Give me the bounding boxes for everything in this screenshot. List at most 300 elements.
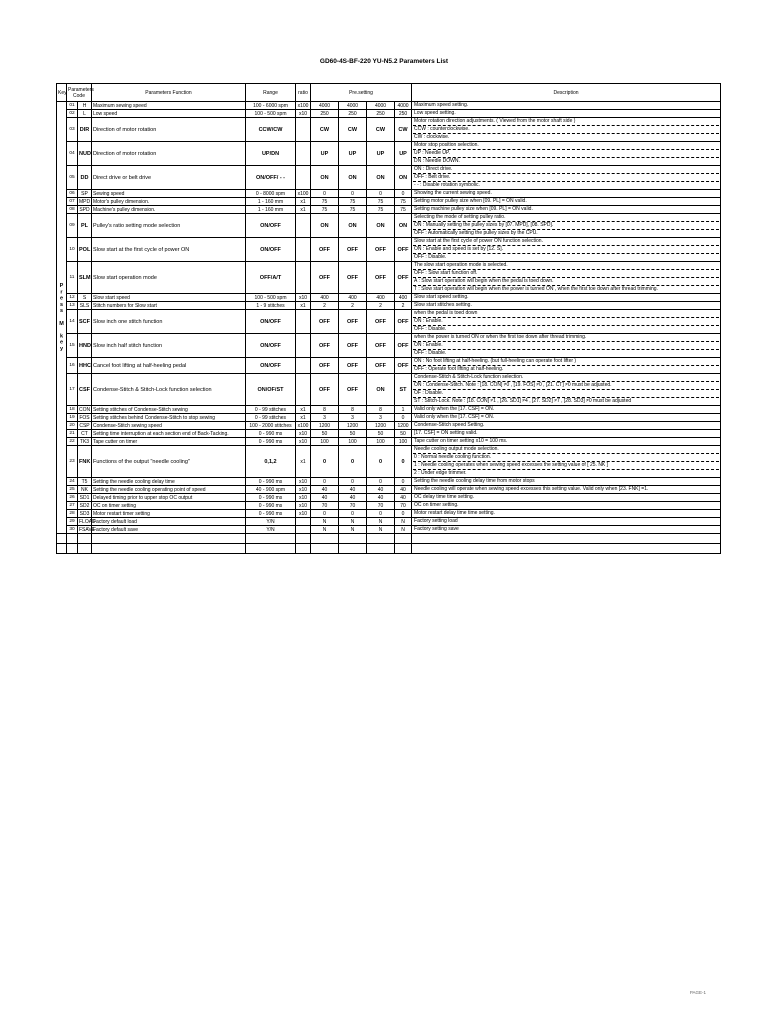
preset-value: ST xyxy=(395,374,412,406)
param-description xyxy=(412,166,721,190)
param-description xyxy=(412,502,721,510)
param-ratio xyxy=(296,374,311,406)
param-number: 12 xyxy=(67,294,78,302)
preset-value: 8 xyxy=(339,406,367,414)
param-code: NK xyxy=(78,486,92,494)
table-row xyxy=(57,358,721,374)
empty-cell xyxy=(367,544,395,554)
table-row xyxy=(57,142,721,166)
table-row xyxy=(57,478,721,486)
preset-value: 1200 xyxy=(311,422,339,430)
preset-value: ON xyxy=(367,166,395,190)
preset-value: ON xyxy=(367,214,395,238)
param-code: DIR xyxy=(78,118,92,142)
param-range: ON/OFF xyxy=(246,334,296,358)
param-description xyxy=(412,238,721,262)
preset-value: 50 xyxy=(311,430,339,438)
preset-value: 1200 xyxy=(339,422,367,430)
preset-value: 75 xyxy=(367,198,395,206)
param-number: 01 xyxy=(67,102,78,110)
description-line: OC delay time time setting. xyxy=(414,494,475,500)
preset-value: ON xyxy=(311,214,339,238)
description-line: Valid only when the [17. CSF] = ON. xyxy=(414,406,495,412)
param-code: CT xyxy=(78,430,92,438)
description-line: UP : Needle UP. xyxy=(413,150,719,158)
param-number: 08 xyxy=(67,206,78,214)
preset-value: 40 xyxy=(339,494,367,502)
preset-value: 0 xyxy=(339,478,367,486)
param-description xyxy=(412,190,721,198)
preset-value: 1200 xyxy=(395,422,412,430)
param-description xyxy=(412,422,721,430)
param-code: FLOAD xyxy=(79,518,96,525)
preset-value: 40 xyxy=(367,494,395,502)
param-ratio: x1 xyxy=(296,406,311,414)
param-ratio xyxy=(296,238,311,262)
param-number: 10 xyxy=(67,238,78,262)
preset-value: 40 xyxy=(311,494,339,502)
param-range: Y/N xyxy=(246,518,296,526)
preset-value: 40 xyxy=(339,486,367,494)
preset-value: 40 xyxy=(311,486,339,494)
description-line: OFF : Belt drive. xyxy=(413,174,719,182)
param-description xyxy=(412,214,721,238)
param-number: 05 xyxy=(67,166,78,190)
preset-value: 0 xyxy=(395,414,412,422)
param-code: TK3 xyxy=(78,438,92,446)
param-code: NUD xyxy=(78,142,92,166)
table-row xyxy=(57,502,721,510)
preset-value: 400 xyxy=(339,294,367,302)
param-range: 100 - 2000 stitches xyxy=(246,422,296,430)
preset-value: 75 xyxy=(395,198,412,206)
description-line: DN : Needle DOWN. xyxy=(414,158,460,164)
preset-value: 75 xyxy=(311,206,339,214)
preset-value: 3 xyxy=(367,414,395,422)
table-row xyxy=(57,438,721,446)
preset-value: 50 xyxy=(367,430,395,438)
preset-value: 250 xyxy=(311,110,339,118)
empty-row xyxy=(57,544,721,554)
param-function: Factory default load xyxy=(92,518,246,526)
preset-value: OFF xyxy=(367,262,395,294)
param-function: Sewing speed xyxy=(92,190,246,198)
table-row xyxy=(57,430,721,438)
empty-cell xyxy=(296,534,311,544)
param-number: 20 xyxy=(67,422,78,430)
param-range: 1 - 160 mm xyxy=(246,198,296,206)
param-code: CSF xyxy=(78,374,92,406)
param-range: ON/OFF xyxy=(246,310,296,334)
param-code: SPD xyxy=(79,206,90,213)
param-number: 19 xyxy=(67,414,78,422)
empty-row xyxy=(57,534,721,544)
param-description xyxy=(412,446,721,478)
param-range: Y/N xyxy=(246,526,296,534)
header-code: Parameters Code xyxy=(67,84,92,102)
description-line: OFF : Disable. xyxy=(414,350,447,356)
param-range: CCW/CW xyxy=(246,118,296,142)
description-line: Motor restart delay time time setting. xyxy=(414,510,495,516)
param-code: CSP xyxy=(79,422,90,429)
preset-value: 100 xyxy=(339,438,367,446)
param-function: Pulley's ratio setting mode selection xyxy=(92,214,246,238)
preset-value: 0 xyxy=(311,190,339,198)
param-function: Setting the needle cooling operating point of speed xyxy=(92,486,246,494)
param-ratio xyxy=(296,262,311,294)
table-row xyxy=(57,102,721,110)
preset-value: OFF xyxy=(339,262,367,294)
param-range: UP/DN xyxy=(246,142,296,166)
preset-value: 0 xyxy=(367,478,395,486)
empty-cell xyxy=(57,534,67,544)
param-range: ON/OFF xyxy=(246,238,296,262)
preset-value: 4000 xyxy=(367,102,395,110)
param-code: S xyxy=(78,294,92,302)
param-ratio: x1 xyxy=(296,198,311,206)
param-function: Tape cutter on timer xyxy=(92,438,246,446)
description-line: OFF : Automatically setting the pulley sizes by the CPU. xyxy=(414,230,538,236)
param-ratio: x1 xyxy=(296,206,311,214)
preset-value: 0 xyxy=(395,478,412,486)
table-row xyxy=(57,198,721,206)
param-number: 25 xyxy=(67,486,78,494)
param-range: ON/OFF xyxy=(246,358,296,374)
preset-value: 400 xyxy=(367,294,395,302)
param-code: SLM xyxy=(78,262,92,294)
param-description xyxy=(412,406,721,414)
empty-cell xyxy=(311,534,339,544)
description-line: ON : Manually setting the pulley sizes by [07. MPD], [08. SPD]. xyxy=(413,222,719,230)
description-line: T : Slow start operation will begin when the power is turned ON , when the first toe down after thread trimming. xyxy=(414,286,658,292)
param-code: CON xyxy=(79,406,91,413)
param-function: Setting stitches behind Condense-Stitch to stop sewing xyxy=(92,414,246,422)
param-description xyxy=(412,518,721,526)
param-number: 04 xyxy=(67,142,78,166)
param-function: OC on timer setting xyxy=(92,502,246,510)
description-line: ON : Enable and speed is set by [12. S]. xyxy=(413,246,719,254)
description-line: ON : Condense-Stitch. Note : [18. CON] ≠0 , [19. FOS] ≠0 , [21. CT] ≠0 must be adjusted. xyxy=(413,382,719,390)
preset-value: ON xyxy=(339,214,367,238)
param-function: Slow inch half stitch function xyxy=(92,334,246,358)
param-number: 14 xyxy=(67,310,78,334)
param-number: 27 xyxy=(67,502,78,510)
param-code: MPD xyxy=(79,198,91,205)
param-range: 0 - 8000 spm xyxy=(246,190,296,198)
param-code: SP xyxy=(78,190,92,198)
table-row xyxy=(57,510,721,518)
preset-value: 8 xyxy=(311,406,339,414)
param-function: Functions of the output "needle cooling" xyxy=(92,446,246,478)
param-range: 0 - 990 ms xyxy=(246,438,296,446)
table-row xyxy=(57,518,721,526)
preset-value: CW xyxy=(339,118,367,142)
header-function: Parameters Function xyxy=(92,84,246,102)
table-row xyxy=(57,294,721,302)
param-range: 0 - 990 ms xyxy=(246,478,296,486)
param-code: SD3 xyxy=(78,510,92,518)
param-function: Setting stitches of Condense-Stitch sewing xyxy=(92,406,246,414)
description-line: - - : Disable rotation symbolic. xyxy=(414,182,480,188)
preset-value: N xyxy=(311,526,339,534)
param-range: 0 - 99 stitches xyxy=(246,406,296,414)
param-range: 100 - 6000 spm xyxy=(246,102,296,110)
param-ratio: x1 xyxy=(296,302,311,310)
param-ratio xyxy=(296,358,311,374)
description-line: OFF : Operate foot lifting at half-heeling. xyxy=(414,366,504,372)
param-ratio: x10 xyxy=(296,502,311,510)
description-line: OC on timer setting. xyxy=(414,502,459,508)
param-number: 06 xyxy=(67,190,78,198)
param-ratio xyxy=(296,526,311,534)
preset-value: 100 xyxy=(367,438,395,446)
preset-value: 4000 xyxy=(311,102,339,110)
param-code: HND xyxy=(78,334,92,358)
preset-value: 400 xyxy=(395,294,412,302)
param-range: ON/OFF xyxy=(246,214,296,238)
param-ratio: x10 xyxy=(296,438,311,446)
description-line: Condense-Stitch speed Setting. xyxy=(414,422,485,428)
preset-value: 1 xyxy=(395,406,412,414)
param-ratio: x10 xyxy=(296,110,311,118)
param-description xyxy=(412,526,721,534)
header-range: Range xyxy=(246,84,296,102)
table-row xyxy=(57,374,721,406)
table-row xyxy=(57,214,721,238)
description-line: Needle cooling will operate when sewing speed excesses this setting value. Valid only when [23. FNK] =1. xyxy=(414,486,649,492)
preset-value: 70 xyxy=(395,502,412,510)
preset-value: OFF xyxy=(311,358,339,374)
preset-value: OFF xyxy=(367,358,395,374)
description-line: Low speed setting. xyxy=(414,110,456,116)
param-range: 0 - 990 ms xyxy=(246,510,296,518)
preset-value: 50 xyxy=(339,430,367,438)
param-ratio: x1 xyxy=(296,414,311,422)
preset-value: OFF xyxy=(339,358,367,374)
preset-value: 0 xyxy=(311,478,339,486)
param-function: Motor's pulley dimension. xyxy=(92,198,246,206)
preset-value: 75 xyxy=(395,206,412,214)
param-range: 1 - 160 mm xyxy=(246,206,296,214)
preset-value: 50 xyxy=(395,430,412,438)
preset-value: OFF xyxy=(367,238,395,262)
preset-value: 400 xyxy=(311,294,339,302)
description-line: OFF : Disable. xyxy=(414,254,447,260)
preset-value: 40 xyxy=(395,494,412,502)
press-key-label: Press M key xyxy=(57,102,67,534)
param-description xyxy=(412,486,721,494)
header-key: Key xyxy=(57,84,67,102)
param-function: Motor restart timer setting xyxy=(92,510,246,518)
preset-value: N xyxy=(339,518,367,526)
preset-value: OFF xyxy=(395,334,412,358)
param-number: 22 xyxy=(67,438,78,446)
description-line: OF : Disable. xyxy=(413,390,719,398)
empty-cell xyxy=(78,534,92,544)
table-row xyxy=(57,190,721,198)
preset-value: 70 xyxy=(339,502,367,510)
empty-cell xyxy=(92,534,246,544)
param-range: 0 - 990 ms xyxy=(246,502,296,510)
preset-value: 70 xyxy=(367,502,395,510)
description-line: A : Slow start operation will begin when the pedal is toed down. xyxy=(413,278,719,286)
description-line: ON : Direct drive. xyxy=(413,166,719,174)
preset-value: 0 xyxy=(395,510,412,518)
preset-value: UP xyxy=(395,142,412,166)
description-line: Motor stop position selection. xyxy=(413,142,719,150)
preset-value: 250 xyxy=(367,110,395,118)
param-code: T5 xyxy=(78,478,92,486)
param-function: Stitch numbers for Slow start xyxy=(92,302,246,310)
param-ratio xyxy=(296,118,311,142)
page-footer: PAGE-1 xyxy=(689,990,706,995)
header-description: Description xyxy=(412,84,721,102)
preset-value: N xyxy=(395,518,412,526)
table-row xyxy=(57,238,721,262)
preset-value: OFF xyxy=(395,310,412,334)
preset-value: ON xyxy=(395,166,412,190)
table-row xyxy=(57,486,721,494)
description-line: Selecting the mode of setting pulley ratio. xyxy=(413,214,719,222)
preset-value: 75 xyxy=(339,206,367,214)
description-line: when the power is turned ON or when the first toe down after thread trimming. xyxy=(413,334,719,342)
param-range: ON/OFF/ - - xyxy=(246,166,296,190)
param-number: 13 xyxy=(67,302,78,310)
param-code: SD2 xyxy=(78,502,92,510)
preset-value: N xyxy=(395,526,412,534)
param-code: SD1 xyxy=(78,494,92,502)
param-function: Machine's pulley dimension. xyxy=(92,206,246,214)
description-line: OFF : Slow start function off. xyxy=(413,270,719,278)
param-ratio: x100 xyxy=(296,422,311,430)
preset-value: 70 xyxy=(311,502,339,510)
param-range: 100 - 500 spm xyxy=(246,110,296,118)
preset-value: N xyxy=(311,518,339,526)
parameters-table xyxy=(56,83,721,554)
preset-value: 8 xyxy=(367,406,395,414)
preset-value: 0 xyxy=(339,190,367,198)
table-row xyxy=(57,414,721,422)
preset-value: 0 xyxy=(339,446,367,478)
param-number: 30 xyxy=(67,526,78,534)
description-line: CW : clockwise. xyxy=(414,134,450,140)
preset-value: 0 xyxy=(367,510,395,518)
preset-value: OFF xyxy=(339,310,367,334)
header-ratio: ratio xyxy=(296,84,311,102)
param-description xyxy=(412,262,721,294)
preset-value: 1200 xyxy=(367,422,395,430)
preset-value: CW xyxy=(311,118,339,142)
preset-value: N xyxy=(367,518,395,526)
description-line: Condense-Stitch & Stitch-Lock function selection. xyxy=(413,374,719,382)
table-body xyxy=(57,102,721,554)
param-code: HHC xyxy=(78,358,92,374)
empty-cell xyxy=(339,544,367,554)
header-preset: Pre.setting xyxy=(311,84,412,102)
param-range: 0,1,2 xyxy=(246,446,296,478)
table-row xyxy=(57,206,721,214)
description-line: Slow start at the first cycle of power ON function selection. xyxy=(413,238,719,246)
empty-cell xyxy=(92,544,246,554)
preset-value: OFF xyxy=(339,238,367,262)
preset-value: OFF xyxy=(339,334,367,358)
param-description xyxy=(412,118,721,142)
param-code: SLS xyxy=(78,302,92,310)
preset-value: 75 xyxy=(311,198,339,206)
param-code: DD xyxy=(78,166,92,190)
param-range: 100 - 500 spm xyxy=(246,294,296,302)
description-line: The slow start operation mode is selected. xyxy=(413,262,719,270)
param-range: 1 - 9 stitches xyxy=(246,302,296,310)
param-function: Slow start speed xyxy=(92,294,246,302)
param-function: Low speed xyxy=(92,110,246,118)
preset-value: N xyxy=(367,526,395,534)
param-description xyxy=(412,334,721,358)
param-description xyxy=(412,374,721,406)
preset-value: 0 xyxy=(367,190,395,198)
preset-value: 3 xyxy=(339,414,367,422)
param-number: 23 xyxy=(67,446,78,478)
param-ratio xyxy=(296,334,311,358)
description-line: OFF : Disable. xyxy=(414,326,447,332)
param-function: Slow inch one stitch function xyxy=(92,310,246,334)
preset-value: OFF xyxy=(311,310,339,334)
description-line: Showing the current sewing speed. xyxy=(414,190,492,196)
param-function: Factory default save xyxy=(92,526,246,534)
description-line: ON : No foot lifting at half-heeling. (but full-heeling can operate foot lifter ) xyxy=(413,358,719,366)
param-code: H xyxy=(78,102,92,110)
empty-cell xyxy=(311,544,339,554)
param-number: 26 xyxy=(67,494,78,502)
description-line: Setting motor pulley size when [09. PL] = ON valid. xyxy=(414,198,527,204)
table-row xyxy=(57,494,721,502)
description-line: Setting the needle cooling delay time from motor stops xyxy=(414,478,535,484)
param-description xyxy=(412,310,721,334)
preset-value: 2 xyxy=(395,302,412,310)
param-ratio xyxy=(296,518,311,526)
preset-value: ON xyxy=(311,166,339,190)
param-description xyxy=(412,478,721,486)
param-description xyxy=(412,510,721,518)
param-description xyxy=(412,102,721,110)
table-row xyxy=(57,526,721,534)
preset-value: 250 xyxy=(395,110,412,118)
preset-value: OFF xyxy=(395,262,412,294)
description-line: Needle cooling output mode selection. xyxy=(413,446,719,454)
param-ratio xyxy=(296,166,311,190)
param-number: 09 xyxy=(67,214,78,238)
param-number: 16 xyxy=(67,358,78,374)
param-number: 17 xyxy=(67,374,78,406)
table-row xyxy=(57,310,721,334)
preset-value: 100 xyxy=(395,438,412,446)
param-description xyxy=(412,294,721,302)
preset-value: 40 xyxy=(395,486,412,494)
description-line: ON : Enable. xyxy=(413,342,719,350)
param-ratio: x10 xyxy=(296,478,311,486)
param-number: 28 xyxy=(67,510,78,518)
param-ratio: x100 xyxy=(296,190,311,198)
param-code: PL xyxy=(78,214,92,238)
empty-cell xyxy=(395,534,412,544)
preset-value: OFF xyxy=(311,374,339,406)
description-line: Setting machine pulley size when [09. PL] = ON valid. xyxy=(414,206,533,212)
param-function: Direct drive or belt drive xyxy=(92,166,246,190)
empty-cell xyxy=(296,544,311,554)
param-ratio: x1 xyxy=(296,446,311,478)
param-ratio: x10 xyxy=(296,294,311,302)
empty-cell xyxy=(67,544,78,554)
